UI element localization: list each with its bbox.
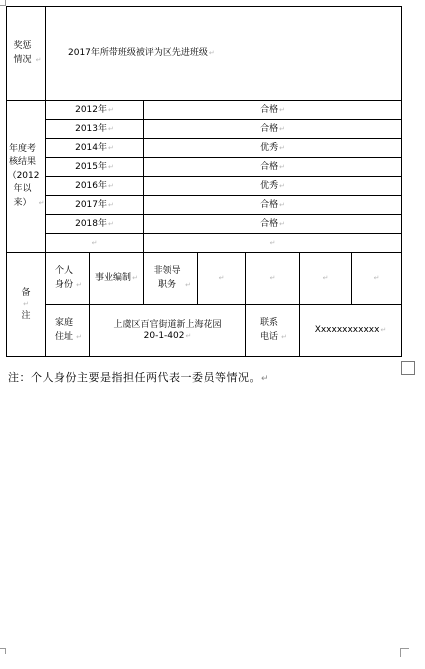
assessment-row — [7, 101, 402, 120]
result-cell[interactable]: 合格↵ — [144, 101, 402, 120]
result-cell[interactable]: 优秀↵ — [144, 177, 402, 196]
result-text: 优秀 — [260, 180, 279, 191]
non-leader-value-cell[interactable]: ↵ — [198, 253, 246, 305]
address-line-2: 20-1-402 — [143, 330, 185, 341]
awards-row — [7, 7, 402, 101]
blank-cell-1[interactable]: ↵ — [246, 253, 300, 305]
awards-label-cell: 奖惩情况 ↵ — [7, 7, 46, 101]
non-leader-label: 非领导职务 — [153, 266, 181, 290]
result-text: 合格 — [260, 199, 279, 210]
paragraph-mark: ↵ — [261, 374, 270, 384]
result-cell[interactable]: 合格↵ — [144, 120, 402, 139]
identity-value-cell[interactable]: 事业编制↵ — [90, 253, 144, 305]
result-cell[interactable]: 合格↵ — [144, 196, 402, 215]
corner-mark-bottom-right — [400, 648, 409, 657]
year-cell[interactable]: 2017年↵ — [46, 196, 144, 215]
result-cell[interactable]: 合格↵ — [144, 158, 402, 177]
text-box-anchor[interactable] — [401, 361, 415, 375]
personnel-form-table — [6, 6, 402, 357]
address-label: 家庭住址 — [55, 318, 74, 342]
remarks-label-bottom: 注 — [21, 310, 31, 321]
assessment-row — [7, 177, 402, 196]
footnote-text: 注：个人身份主要是指担任两代表一委员等情况。 — [8, 371, 261, 384]
assessment-label-cell: 年度考核结果（2012年以来） ↵ — [7, 101, 46, 253]
address-label-cell: 家庭住址 ↵ — [46, 305, 90, 357]
remarks-label-top: 备 — [21, 287, 31, 298]
non-leader-label-cell: 非领导职务 ↵ — [144, 253, 198, 305]
result-text: 优秀 — [260, 142, 279, 153]
result-text: 合格 — [260, 104, 279, 115]
result-text: 合格 — [260, 161, 279, 172]
blank-cell-2[interactable]: ↵ — [300, 253, 352, 305]
phone-value-cell[interactable]: Xxxxxxxxxxxx↵ — [300, 305, 402, 357]
assessment-row — [7, 158, 402, 177]
year-cell[interactable]: 2014年↵ — [46, 139, 144, 158]
result-cell[interactable]: 合格↵ — [144, 215, 402, 234]
year-text: 2014年 — [75, 142, 108, 153]
assessment-row — [7, 196, 402, 215]
year-cell[interactable]: 2018年↵ — [46, 215, 144, 234]
identity-label: 个人身份 — [55, 266, 74, 290]
identity-value: 事业编制 — [95, 273, 132, 284]
assessment-row — [7, 120, 402, 139]
identity-label-cell: 个人身份 ↵ — [46, 253, 90, 305]
remarks-label-cell: 备 ↵ 注 — [7, 253, 46, 357]
corner-mark-bottom-left — [0, 648, 6, 654]
awards-content-cell[interactable]: 2017年所带班级被评为区先进班级↵ — [46, 7, 402, 101]
blank-cell-3[interactable]: ↵ — [352, 253, 402, 305]
year-cell[interactable]: 2015年↵ — [46, 158, 144, 177]
year-cell[interactable]: 2012年↵ — [46, 101, 144, 120]
address-line-1: 上虞区百官街道新上海花园 — [113, 319, 222, 330]
phone-label-cell: 联系电话 ↵ — [246, 305, 300, 357]
footnote — [8, 369, 269, 385]
year-cell[interactable]: 2013年↵ — [46, 120, 144, 139]
phone-label: 联系电话 — [260, 318, 279, 342]
assessment-row — [7, 139, 402, 158]
assessment-row-empty — [7, 234, 402, 253]
year-text: 2015年 — [75, 161, 108, 172]
year-text: 2016年 — [75, 180, 108, 191]
result-text: 合格 — [260, 123, 279, 134]
year-cell-empty[interactable]: ↵ — [46, 234, 144, 253]
awards-label: 奖惩情况 — [13, 41, 32, 65]
result-cell-empty[interactable]: ↵ — [144, 234, 402, 253]
remarks-row-address — [7, 305, 402, 357]
assessment-label: 年度考核结果（2012年以来） — [7, 143, 40, 208]
year-text: 2017年 — [75, 199, 108, 210]
awards-content: 2017年所带班级被评为区先进班级 — [68, 48, 208, 59]
result-cell[interactable]: 优秀↵ — [144, 139, 402, 158]
year-text: 2018年 — [75, 218, 108, 229]
address-value-cell[interactable]: 上虞区百官街道新上海花园 20-1-402↵ — [90, 305, 246, 357]
year-cell[interactable]: 2016年↵ — [46, 177, 144, 196]
year-text: 2012年 — [75, 104, 108, 115]
result-text: 合格 — [260, 218, 279, 229]
year-text: 2013年 — [75, 123, 108, 134]
remarks-row-identity — [7, 253, 402, 305]
phone-value: Xxxxxxxxxxxx — [314, 325, 380, 336]
assessment-row — [7, 215, 402, 234]
